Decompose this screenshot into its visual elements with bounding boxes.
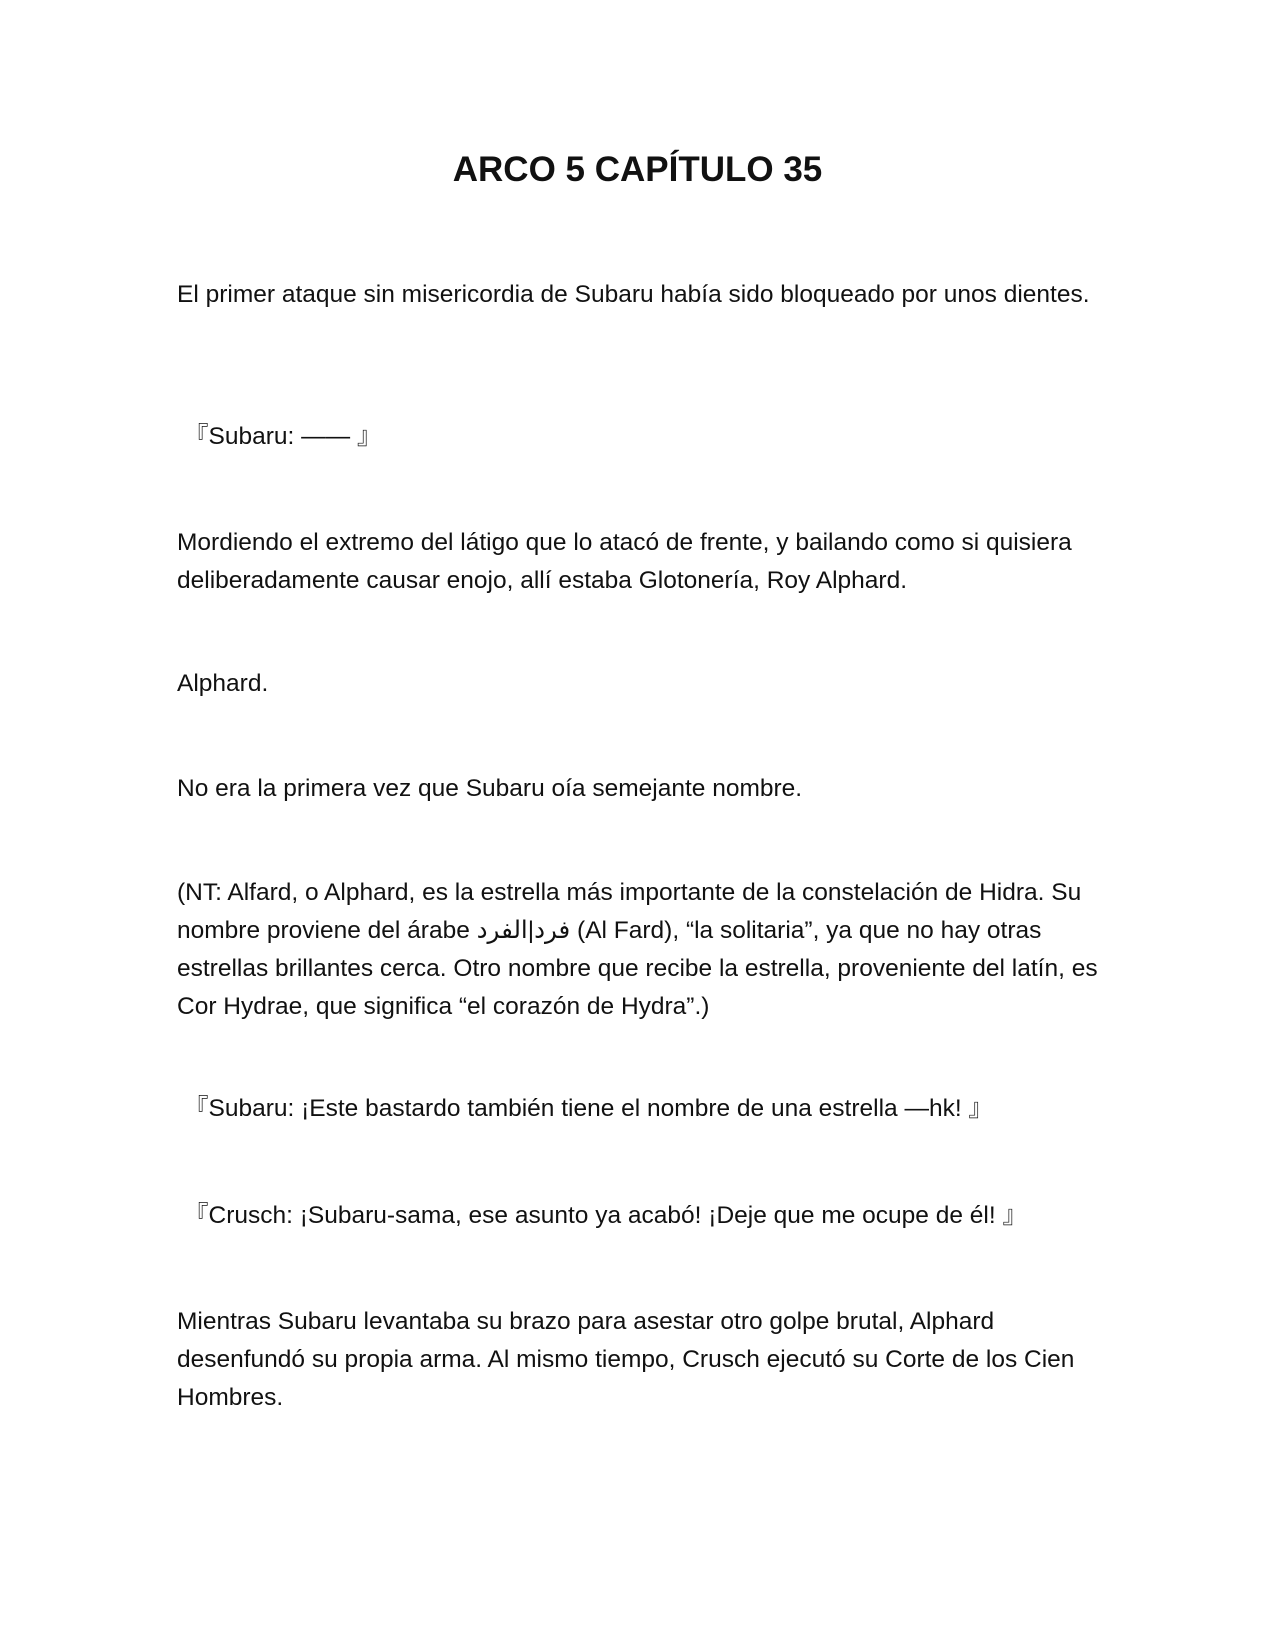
paragraph-1: El primer ataque sin misericordia de Subaru había sido bloqueado por unos dientes.: [177, 281, 1090, 308]
paragraph-9: Mientras Subaru levantaba su brazo para asestar otro golpe brutal, Alphard desenfundó su propia arma. Al mismo tiempo, Crusch ejecutó su Corte de los Cien Hombres.: [177, 1308, 1075, 1411]
paragraph-5: No era la primera vez que Subaru oía semejante nombre.: [177, 775, 803, 802]
dialogue-crusch: 『Crusch: ¡Subaru-sama, ese asunto ya acabó! ¡Deje que me ocupe de él! 』: [184, 1202, 1027, 1229]
paragraph-3: Mordiendo el extremo del látigo que lo atacó de frente, y bailando como si quisiera deliberadamente causar enojo, allí estaba Glotonería, Roy Alphard.: [177, 529, 1072, 594]
translator-note: (NT: Alfard, o Alphard, es la estrella más importante de la constelación de Hidra. Su nombre proviene del árabe فرد|الفرد (Al Fard), “la solitaria”, ya que no hay otras estrellas brillantes cerca. Otro nombre que recibe la estrella, proveniente del latín, es Cor Hydrae, que significa “el corazón de Hydra”.): [177, 879, 1098, 1020]
dialogue-subaru-1: 『Subaru: —— 』: [184, 423, 382, 450]
paragraph-4: Alphard.: [177, 670, 269, 697]
dialogue-subaru-2: 『Subaru: ¡Este bastardo también tiene el nombre de una estrella —hk! 』: [184, 1095, 993, 1122]
page-title: ARCO 5 CAPÍTULO 35: [452, 150, 823, 189]
